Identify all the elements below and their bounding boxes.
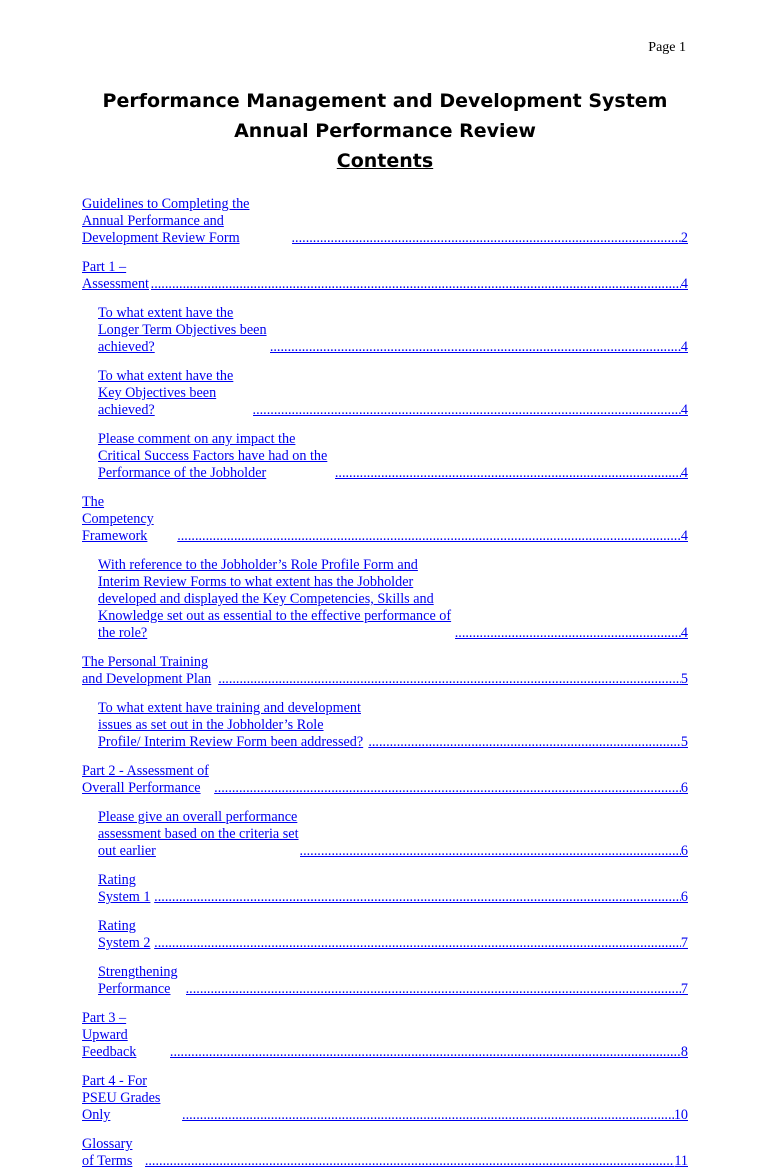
toc-link[interactable]: [82, 763, 688, 797]
dot-leader: [292, 230, 681, 247]
toc-page-number: 6: [680, 889, 688, 905]
toc-page-number: 7: [680, 981, 688, 997]
dot-leader: [182, 1107, 674, 1124]
toc-link[interactable]: [82, 1010, 688, 1061]
dot-leader: [368, 734, 681, 751]
dot-leader: [214, 780, 681, 797]
toc-page-number: 5: [680, 671, 688, 687]
toc-page-number: 4: [680, 528, 688, 544]
toc-link[interactable]: [82, 654, 688, 688]
dot-leader: [154, 889, 681, 906]
toc-entry-text: To what extent have training and development issues as set out in the Jobholder’s Role Profile/ Interim Review Form been addressed?: [98, 700, 364, 750]
toc-link[interactable]: [98, 368, 688, 419]
toc-entry-text: Please comment on any impact the Critical Success Factors have had on the Performance of the Jobholder: [98, 431, 328, 481]
toc-entry-text: Rating System 1: [98, 872, 151, 905]
toc-page-number: 10: [673, 1107, 688, 1123]
toc-link[interactable]: [82, 259, 688, 293]
toc-page-number: 8: [680, 1044, 688, 1060]
dot-leader: [170, 1044, 681, 1061]
document-title: [0, 86, 770, 176]
toc-entry-text: Rating System 2: [98, 918, 151, 951]
toc-link[interactable]: [98, 557, 688, 642]
toc-link[interactable]: [98, 700, 688, 751]
toc-page-number: 11: [674, 1153, 688, 1169]
title-line-2: Annual Performance Review: [234, 120, 536, 142]
dot-leader: [151, 276, 681, 293]
toc-entry-text: Glossary of Terms: [82, 1136, 133, 1169]
dot-leader: [300, 843, 681, 860]
toc-entry-text: Part 4 - For PSEU Grades Only: [82, 1073, 161, 1123]
toc-link[interactable]: [98, 918, 688, 952]
toc-page-number: 2: [680, 230, 688, 246]
toc-entry-text: Part 1 – Assessment: [82, 259, 149, 292]
dot-leader: [177, 528, 681, 545]
dot-leader: [455, 625, 681, 642]
toc-link[interactable]: [98, 305, 688, 356]
toc-link[interactable]: [82, 494, 688, 545]
dot-leader: [253, 402, 681, 419]
dot-leader: [218, 671, 681, 688]
dot-leader: [186, 981, 681, 998]
toc-page-number: 7: [680, 935, 688, 951]
toc-link[interactable]: [98, 872, 688, 906]
toc-entry-text: Guidelines to Completing the Annual Performance and Development Review Form: [82, 196, 250, 246]
dot-leader: [270, 339, 681, 356]
page-number: Page 1: [648, 40, 686, 55]
toc-page-number: 4: [680, 276, 688, 292]
toc-entry-text: The Competency Framework: [82, 494, 154, 544]
dot-leader: [335, 465, 681, 482]
toc-page-number: 4: [680, 625, 688, 641]
contents-heading: Contents: [336, 150, 434, 172]
toc-page-number: 5: [680, 734, 688, 750]
toc-link[interactable]: [98, 964, 688, 998]
toc-link[interactable]: [98, 809, 688, 860]
toc-entry-text: Strengthening Performance: [98, 964, 178, 997]
toc-page-number: 6: [680, 780, 688, 796]
dot-leader: [154, 935, 681, 952]
toc-entry-text: Part 2 - Assessment of Overall Performance: [82, 763, 209, 796]
toc-page-number: 4: [680, 402, 688, 418]
toc-link[interactable]: [82, 1073, 688, 1124]
toc-entry-text: Please give an overall performance assessment based on the criteria set out earlier: [98, 809, 299, 859]
toc-link[interactable]: [98, 431, 688, 482]
toc-entry-text: To what extent have the Key Objectives been achieved?: [98, 368, 234, 418]
toc-page-number: 4: [680, 465, 688, 481]
title-line-1: Performance Management and Development System: [102, 90, 668, 112]
toc-entry-text: To what extent have the Longer Term Objectives been achieved?: [98, 305, 267, 355]
toc-entry-text: With reference to the Jobholder’s Role Profile Form and Interim Review Forms to what extent has the Jobholder developed and displayed the Key Competencies, Skills and Knowledge set out as essential to the effective performance of the role?: [98, 557, 452, 641]
toc-link[interactable]: [82, 196, 688, 247]
toc-page-number: 6: [680, 843, 688, 859]
toc-page-number: 4: [680, 339, 688, 355]
toc-entry-text: Part 3 – Upward Feedback: [82, 1010, 137, 1060]
toc-entry-text: The Personal Training and Development Plan: [82, 654, 212, 687]
dot-leader: [145, 1153, 675, 1170]
toc-link[interactable]: [82, 1136, 688, 1170]
